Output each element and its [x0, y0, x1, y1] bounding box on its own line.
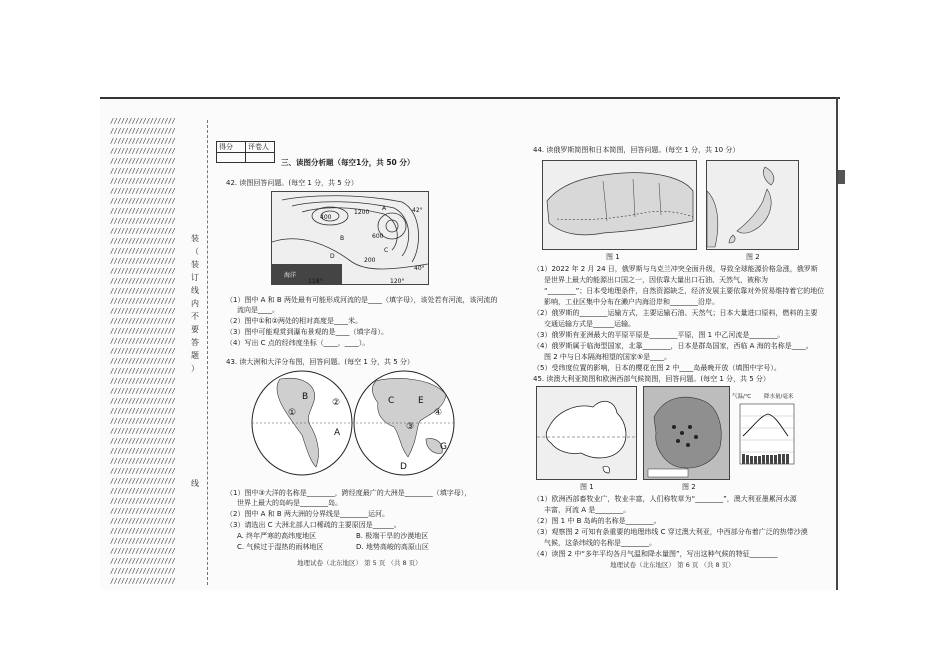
hatch-line: //////////////////: [110, 517, 176, 525]
contour-svg: [272, 192, 428, 284]
hemisphere-map-label: B: [302, 392, 309, 402]
japan-svg: [707, 161, 798, 249]
hatch-line: //////////////////: [110, 557, 176, 565]
hatch-line: //////////////////: [110, 577, 176, 585]
hatch-line: //////////////////: [110, 157, 176, 165]
hatch-line: //////////////////: [110, 267, 176, 275]
hatch-line: //////////////////: [110, 237, 176, 245]
contour-map-label: D: [330, 253, 335, 260]
hatch-line: //////////////////: [110, 487, 176, 495]
hatch-line: //////////////////: [110, 477, 176, 485]
edge-tab: [838, 170, 845, 184]
europe-svg: [644, 387, 729, 479]
seal-char: 要: [191, 325, 199, 334]
hatch-line: //////////////////: [110, 287, 176, 295]
sea-fill: [272, 264, 342, 284]
contour-map-label: 118°: [308, 278, 323, 284]
hatch-line: //////////////////: [110, 417, 176, 425]
hatch-line: //////////////////: [110, 497, 176, 505]
q43-hemisphere-map: [250, 369, 456, 477]
hemisphere-svg: [250, 369, 456, 477]
hatch-line: //////////////////: [110, 467, 176, 475]
hatch-line: //////////////////: [110, 227, 176, 235]
grader-label: 评卷人: [246, 142, 275, 153]
footer-page-5: 地理试卷（北东地区） 第 5 页 （共 8 页）: [297, 559, 422, 567]
q44-line-10: （5）受纬度位置的影响，日本的樱花在图 2 中____岛最晚开放（填图中字号）。: [533, 364, 781, 372]
q43-option-d[interactable]: D. 地势高峻的高原山区: [356, 543, 429, 551]
contour-map-label: C: [384, 247, 389, 254]
q42-title: 42. 读图回答问题。(每空 1 分，共 5 分）: [226, 179, 358, 187]
q45-climate-chart: [732, 392, 802, 472]
q44-title: 44. 读俄罗斯简图和日本简图，回答问题。(每空 1 分，共 10 分）: [533, 146, 740, 154]
q45-fig2-label: 图 2: [682, 483, 696, 491]
q44-line-5: （2）俄罗斯的________运输方式，主要运输石油、天然气；日本大量进口原料，燃料的主要: [533, 309, 818, 317]
temperature-axis-label: 气温/℃: [732, 394, 752, 400]
hatch-line: //////////////////: [110, 197, 176, 205]
hatch-line: //////////////////: [110, 457, 176, 465]
contour-map-label: 40°: [414, 265, 425, 272]
fold-line: [207, 120, 208, 585]
section-title: 三、读图分析题（每空1分，共 50 分）: [281, 158, 415, 167]
hatch-line: //////////////////: [110, 377, 176, 385]
hatch-line: //////////////////: [110, 257, 176, 265]
contour-map-label: 120°: [390, 278, 405, 284]
q45-line-1: （1）欧洲西部畜牧业广，牧业丰富，人们称牧草为“________”，澳大利亚墨累河水源: [533, 495, 797, 503]
hatch-line: //////////////////: [110, 527, 176, 535]
q43-option-c[interactable]: C. 气候过于湿热的雨林地区: [237, 543, 324, 551]
q45-line-5: 气候，这条纬线的名称是________。: [544, 539, 656, 547]
hatch-line: //////////////////: [110, 407, 176, 415]
q43-option-b[interactable]: B. 极端干旱的沙漠地区: [356, 532, 429, 540]
q42-line-2: 流向是____。: [237, 306, 279, 314]
contour-map-label: 海洋: [284, 272, 297, 279]
hatch-line: //////////////////: [110, 317, 176, 325]
q45-title: 45. 读澳大利亚简图和欧洲西部气候简图，回答问题。(每空 1 分，共 5 分）: [533, 375, 770, 383]
hemisphere-map-label: ①: [288, 408, 297, 418]
hatch-line: //////////////////: [110, 207, 176, 215]
hatch-line: //////////////////: [110, 167, 176, 175]
seal-bottom: 线: [191, 479, 199, 488]
contour-map-label: 1200: [354, 209, 370, 216]
seal-char: 订: [191, 273, 199, 282]
q42-line-3: （2）图中①和②两处的相对高度是____米。: [226, 317, 363, 325]
australia-svg: [537, 387, 636, 479]
q44-fig1-label: 图 1: [606, 253, 620, 261]
seal-char: 装: [191, 234, 199, 243]
hemisphere-map-label: A: [334, 428, 341, 438]
contour-map-label: B: [340, 235, 345, 242]
hatch-line: //////////////////: [110, 567, 176, 575]
contour-map-label: 200: [364, 257, 376, 264]
contour-map-label: 42°: [412, 207, 423, 214]
score-cell[interactable]: [217, 153, 246, 163]
hemisphere-map-label: G: [440, 442, 447, 452]
q45-europe-map: [643, 386, 730, 480]
precip-axis-label: 降水量/毫米: [764, 394, 794, 400]
q43-line-3: （2）图中 A 和 B 两大洲的分界线是________运河。: [226, 510, 389, 518]
score-label: 得分: [217, 142, 246, 153]
seal-char: 内: [191, 299, 199, 308]
contour-map-label: 600: [372, 233, 384, 240]
seal-char: 答: [191, 338, 199, 347]
hatch-line: //////////////////: [110, 547, 176, 555]
q44-line-8: （4）俄罗斯属于临海型国家，北靠________，日本是群岛国家，西临 A 海的名称是____。: [533, 342, 813, 350]
hemisphere-map-label: D: [400, 462, 407, 472]
q45-line-3: （2）图 1 中 B 岛屿的名称是________。: [533, 517, 661, 525]
hatch-line: //////////////////: [110, 137, 176, 145]
hatch-line: //////////////////: [110, 187, 176, 195]
hatch-line: //////////////////: [110, 177, 176, 185]
q44-russia-map: [542, 160, 697, 250]
climate-svg: [732, 402, 802, 472]
q42-contour-map: [271, 191, 429, 285]
hatch-line: //////////////////: [110, 277, 176, 285]
hatch-line: //////////////////: [110, 147, 176, 155]
q43-title: 43. 读大洲和大洋分布图，回答问题。(每空 1 分，共 5 分）: [226, 358, 414, 366]
hatch-line: //////////////////: [110, 117, 176, 125]
q45-line-6: （4）读图 2 中“多年平均各月气温和降水量图”，写出这种气候的特征________: [533, 550, 778, 558]
q42-line-1: （1）图中 A 和 B 两处最有可能形成河流的是____（填字母），该处若有河流，该河流的: [226, 296, 498, 304]
hemisphere-map-label: ④: [434, 408, 443, 418]
q43-line-2: 世界上最大的岛屿是________岛。: [237, 499, 342, 507]
contour-map-label: 400: [320, 214, 332, 221]
q44-fig2-label: 图 2: [746, 253, 760, 261]
binding-hatch: [110, 116, 190, 586]
contour-map-label: A: [382, 205, 387, 212]
seal-column: [188, 232, 202, 375]
hatch-line: //////////////////: [110, 247, 176, 255]
q42-line-4: （3）图中可能观赏到瀑布景观的是____（填字母）。: [226, 328, 388, 336]
q44-line-3: “________”；日本受地理条件，自然资源缺乏，经济发展主要依靠对外贸易维持着它的地位: [544, 287, 825, 295]
score-table: [216, 141, 275, 163]
hatch-line: //////////////////: [110, 357, 176, 365]
hatch-line: //////////////////: [110, 397, 176, 405]
hatch-line: //////////////////: [110, 387, 176, 395]
seal-char: 装: [191, 260, 199, 269]
hemisphere-map-label: ②: [332, 398, 341, 408]
hatch-line: //////////////////: [110, 217, 176, 225]
hatch-line: //////////////////: [110, 127, 176, 135]
seal-char: 题: [191, 351, 199, 360]
q44-line-1: （1）2022 年 2 月 24 日，俄罗斯与乌克兰冲突全面升级，导致全球能源价格急涨，俄罗斯: [533, 265, 818, 273]
hatch-line: //////////////////: [110, 537, 176, 545]
hatch-line: //////////////////: [110, 337, 176, 345]
q45-australia-map: [536, 386, 637, 480]
hatch-line: //////////////////: [110, 507, 176, 515]
hemisphere-map-label: C: [388, 396, 395, 406]
q42-line-5: （4）写出 C 点的经纬度坐标（____，____）。: [226, 339, 370, 347]
q43-line-4: （3）请选出 C 大洲北部人口稀疏的主要原因是______。: [226, 521, 401, 529]
hemisphere-map-label: E: [418, 396, 424, 406]
russia-svg: [543, 161, 696, 249]
q45-line-2: 丰富，河流 A 是________。: [544, 506, 631, 514]
seal-char: （: [191, 247, 199, 256]
top-border: [100, 97, 840, 99]
q44-line-9: 图 2 中与日本隔海相望的国家⑤是____。: [544, 353, 672, 361]
hatch-line: //////////////////: [110, 437, 176, 445]
q43-line-1: （1）图中③大洋的名称是________，跨经度最广的大洲是________（填字母），: [226, 489, 472, 497]
q45-line-4: （3）观察图 2 可知有条重要的地理纬线 C 穿过澳大利亚，中西部分布着广泛的热带沙漠: [533, 528, 808, 536]
footer-page-6: 地理试卷（北东地区） 第 6 页 （共 8 页）: [610, 561, 735, 569]
hatch-line: //////////////////: [110, 327, 176, 335]
hatch-line: //////////////////: [110, 367, 176, 375]
grader-cell[interactable]: [246, 153, 275, 163]
hatch-line: //////////////////: [110, 307, 176, 315]
q44-line-4: 影响，工业区集中分布在濑户内海沿岸和________沿岸。: [544, 298, 719, 306]
q43-option-a[interactable]: A. 终年严寒的高纬度地区: [237, 532, 317, 540]
hatch-line: //////////////////: [110, 347, 176, 355]
q45-fig1-label: 图 1: [580, 483, 594, 491]
seal-char: 不: [191, 312, 199, 321]
seal-char: 线: [191, 286, 199, 295]
q44-japan-map: [706, 160, 799, 250]
hatch-line: //////////////////: [110, 427, 176, 435]
q44-line-6: 交通运输方式是______运输。: [544, 320, 635, 328]
hemisphere-map-label: ③: [406, 422, 415, 432]
q44-line-2: 是世界上最大的能源出口国之一，因依靠大量出口石油、天然气，被称为: [544, 276, 768, 284]
hatch-line: //////////////////: [110, 447, 176, 455]
q44-line-7: （3）俄罗斯有亚洲最大的平原平原是________平原，图 1 中乙河流是________。: [533, 331, 785, 339]
hatch-line: //////////////////: [110, 297, 176, 305]
seal-char: ）: [191, 364, 199, 373]
